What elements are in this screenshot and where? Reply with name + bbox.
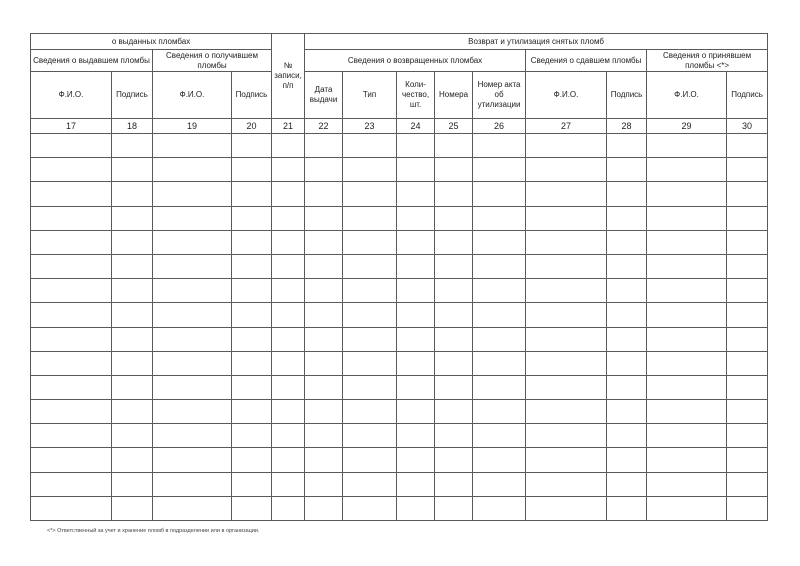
handed-signature-header: Подпись	[607, 72, 647, 119]
table-cell	[607, 254, 647, 278]
table-cell	[397, 375, 435, 399]
table-cell	[397, 327, 435, 351]
table-row	[31, 134, 768, 158]
numbers-header: Номера	[435, 72, 473, 119]
table-cell	[112, 496, 153, 520]
table-cell	[397, 206, 435, 230]
table-cell	[435, 496, 473, 520]
column-number: 17	[31, 119, 112, 134]
table-cell	[397, 303, 435, 327]
table-row	[31, 158, 768, 182]
table-cell	[272, 182, 305, 206]
quantity-header: Коли-чество, шт.	[397, 72, 435, 119]
table-cell	[112, 472, 153, 496]
table-cell	[272, 254, 305, 278]
accepted-signature-header: Подпись	[727, 72, 768, 119]
table-cell	[647, 496, 727, 520]
table-cell	[31, 448, 112, 472]
table-cell	[305, 158, 343, 182]
table-cell	[607, 158, 647, 182]
table-cell	[435, 424, 473, 448]
table-cell	[607, 279, 647, 303]
table-row	[31, 182, 768, 206]
table-cell	[647, 327, 727, 351]
table-cell	[727, 496, 768, 520]
table-cell	[607, 206, 647, 230]
table-cell	[526, 496, 607, 520]
table-cell	[232, 134, 272, 158]
accepted-fio-header: Ф.И.О.	[647, 72, 727, 119]
table-cell	[647, 448, 727, 472]
table-cell	[526, 448, 607, 472]
table-cell	[343, 496, 397, 520]
table-cell	[607, 400, 647, 424]
column-number: 26	[473, 119, 526, 134]
table-cell	[272, 424, 305, 448]
table-cell	[435, 230, 473, 254]
table-cell	[153, 424, 232, 448]
column-number: 27	[526, 119, 607, 134]
column-number: 19	[153, 119, 232, 134]
table-cell	[153, 327, 232, 351]
table-cell	[473, 279, 526, 303]
table-cell	[435, 303, 473, 327]
table-cell	[343, 254, 397, 278]
table-cell	[435, 327, 473, 351]
issued-seals-header: о выданных пломбах	[31, 34, 272, 50]
table-cell	[473, 375, 526, 399]
table-cell	[31, 134, 112, 158]
table-cell	[153, 182, 232, 206]
table-row	[31, 472, 768, 496]
table-cell	[435, 400, 473, 424]
table-row	[31, 448, 768, 472]
table-cell	[343, 327, 397, 351]
table-cell	[112, 230, 153, 254]
table-cell	[435, 472, 473, 496]
table-cell	[232, 496, 272, 520]
table-cell	[305, 448, 343, 472]
table-cell	[112, 158, 153, 182]
accepted-by-header: Сведения о принявшем пломбы <*>	[647, 50, 768, 72]
table-cell	[305, 351, 343, 375]
table-cell	[647, 206, 727, 230]
table-cell	[112, 351, 153, 375]
table-cell	[727, 327, 768, 351]
table-cell	[112, 448, 153, 472]
table-cell	[272, 134, 305, 158]
receiver-fio-header: Ф.И.О.	[153, 72, 232, 119]
column-number: 21	[272, 119, 305, 134]
table-cell	[232, 303, 272, 327]
table-cell	[232, 158, 272, 182]
table-cell	[31, 182, 112, 206]
table-cell	[153, 230, 232, 254]
table-row	[31, 206, 768, 230]
table-cell	[526, 472, 607, 496]
table-cell	[343, 182, 397, 206]
data-rows	[31, 134, 768, 521]
table-cell	[647, 182, 727, 206]
table-cell	[526, 158, 607, 182]
handed-fio-header: Ф.И.О.	[526, 72, 607, 119]
table-cell	[112, 303, 153, 327]
issuer-fio-header: Ф.И.О.	[31, 72, 112, 119]
table-cell	[305, 327, 343, 351]
table-cell	[435, 351, 473, 375]
table-cell	[526, 375, 607, 399]
table-cell	[526, 303, 607, 327]
table-cell	[272, 448, 305, 472]
table-cell	[526, 254, 607, 278]
table-cell	[232, 254, 272, 278]
table-cell	[153, 134, 232, 158]
table-cell	[397, 230, 435, 254]
column-number: 24	[397, 119, 435, 134]
table-cell	[647, 254, 727, 278]
table-cell	[112, 424, 153, 448]
table-cell	[153, 158, 232, 182]
table-cell	[305, 303, 343, 327]
table-cell	[272, 279, 305, 303]
table-cell	[343, 448, 397, 472]
table-cell	[435, 158, 473, 182]
table-cell	[232, 351, 272, 375]
table-cell	[727, 279, 768, 303]
table-cell	[473, 448, 526, 472]
table-cell	[232, 424, 272, 448]
table-cell	[31, 254, 112, 278]
table-cell	[31, 472, 112, 496]
table-cell	[31, 351, 112, 375]
table-cell	[305, 424, 343, 448]
column-number: 23	[343, 119, 397, 134]
table-cell	[607, 303, 647, 327]
column-number: 29	[647, 119, 727, 134]
table-cell	[305, 206, 343, 230]
table-cell	[112, 375, 153, 399]
table-cell	[153, 254, 232, 278]
table-cell	[727, 472, 768, 496]
table-cell	[343, 375, 397, 399]
table-cell	[343, 158, 397, 182]
table-cell	[272, 375, 305, 399]
table-cell	[727, 230, 768, 254]
table-cell	[607, 230, 647, 254]
table-cell	[397, 424, 435, 448]
table-cell	[343, 400, 397, 424]
table-cell	[305, 182, 343, 206]
table-cell	[435, 375, 473, 399]
table-cell	[727, 303, 768, 327]
table-cell	[647, 134, 727, 158]
table-cell	[272, 472, 305, 496]
table-cell	[305, 279, 343, 303]
act-number-header: Номер акта об утилизации	[473, 72, 526, 119]
table-cell	[435, 254, 473, 278]
table-cell	[526, 351, 607, 375]
returned-seals-header: Сведения о возвращенных пломбах	[305, 50, 526, 72]
table-cell	[343, 472, 397, 496]
table-cell	[31, 279, 112, 303]
column-number: 28	[607, 119, 647, 134]
table-cell	[397, 279, 435, 303]
table-cell	[272, 496, 305, 520]
seal-journal-table	[30, 33, 768, 521]
table-cell	[31, 400, 112, 424]
table-cell	[526, 230, 607, 254]
table-cell	[647, 351, 727, 375]
table-row	[31, 254, 768, 278]
table-cell	[607, 351, 647, 375]
table-cell	[232, 230, 272, 254]
table-cell	[526, 327, 607, 351]
table-cell	[343, 279, 397, 303]
table-cell	[435, 279, 473, 303]
table-cell	[727, 424, 768, 448]
column-number: 18	[112, 119, 153, 134]
table-cell	[397, 496, 435, 520]
return-utilization-header: Возврат и утилизация снятых пломб	[305, 34, 768, 50]
table-row	[31, 424, 768, 448]
table-cell	[526, 206, 607, 230]
table-cell	[153, 400, 232, 424]
table-cell	[153, 206, 232, 230]
table-cell	[272, 351, 305, 375]
table-cell	[31, 496, 112, 520]
table-cell	[232, 182, 272, 206]
table-cell	[343, 424, 397, 448]
table-cell	[473, 351, 526, 375]
table-cell	[305, 134, 343, 158]
table-cell	[727, 182, 768, 206]
table-cell	[435, 182, 473, 206]
type-header: Тип	[343, 72, 397, 119]
table-cell	[526, 400, 607, 424]
table-cell	[727, 158, 768, 182]
table-cell	[305, 496, 343, 520]
receiver-info-header: Сведения о получившем пломбы	[153, 50, 272, 72]
table-cell	[232, 400, 272, 424]
table-cell	[435, 134, 473, 158]
table-cell	[647, 472, 727, 496]
issue-date-header: Дата выдачи	[305, 72, 343, 119]
table-cell	[647, 303, 727, 327]
table-cell	[272, 206, 305, 230]
table-cell	[397, 158, 435, 182]
table-cell	[232, 375, 272, 399]
table-cell	[112, 254, 153, 278]
table-cell	[473, 327, 526, 351]
column-number: 22	[305, 119, 343, 134]
table-cell	[232, 327, 272, 351]
table-row	[31, 327, 768, 351]
table-cell	[727, 448, 768, 472]
handed-over-header: Сведения о сдавшем пломбы	[526, 50, 647, 72]
table-cell	[31, 230, 112, 254]
table-cell	[473, 254, 526, 278]
table-cell	[31, 158, 112, 182]
table-cell	[435, 206, 473, 230]
table-cell	[607, 424, 647, 448]
table-cell	[153, 375, 232, 399]
table-cell	[526, 182, 607, 206]
table-row	[31, 496, 768, 520]
table-cell	[232, 206, 272, 230]
table-cell	[397, 448, 435, 472]
table-cell	[153, 448, 232, 472]
table-cell	[473, 496, 526, 520]
table-cell	[397, 254, 435, 278]
table-cell	[112, 206, 153, 230]
table-cell	[473, 134, 526, 158]
table-cell	[343, 206, 397, 230]
table-cell	[397, 400, 435, 424]
table-cell	[607, 496, 647, 520]
issuer-info-header: Сведения о выдавшем пломбы	[31, 50, 153, 72]
table-cell	[397, 472, 435, 496]
table-cell	[473, 206, 526, 230]
table-cell	[473, 472, 526, 496]
table-cell	[112, 400, 153, 424]
table-cell	[727, 134, 768, 158]
table-cell	[473, 230, 526, 254]
table-cell	[31, 375, 112, 399]
table-cell	[153, 472, 232, 496]
table-cell	[305, 375, 343, 399]
table-cell	[112, 134, 153, 158]
table-cell	[232, 279, 272, 303]
table-cell	[272, 230, 305, 254]
table-cell	[647, 400, 727, 424]
table-cell	[397, 351, 435, 375]
table-cell	[607, 375, 647, 399]
table-cell	[305, 400, 343, 424]
table-cell	[153, 496, 232, 520]
table-cell	[607, 472, 647, 496]
table-cell	[727, 400, 768, 424]
table-cell	[112, 327, 153, 351]
table-cell	[272, 158, 305, 182]
table-cell	[343, 134, 397, 158]
table-cell	[31, 303, 112, 327]
table-cell	[647, 424, 727, 448]
table-cell	[112, 182, 153, 206]
table-row	[31, 400, 768, 424]
table-cell	[607, 448, 647, 472]
column-number: 20	[232, 119, 272, 134]
table-cell	[232, 448, 272, 472]
table-cell	[647, 158, 727, 182]
table-cell	[31, 206, 112, 230]
table-cell	[473, 400, 526, 424]
column-number: 30	[727, 119, 768, 134]
table-row	[31, 351, 768, 375]
table-cell	[607, 134, 647, 158]
table-cell	[305, 472, 343, 496]
table-cell	[305, 230, 343, 254]
table-cell	[473, 424, 526, 448]
table-cell	[727, 375, 768, 399]
table-cell	[435, 448, 473, 472]
table-row	[31, 375, 768, 399]
table-cell	[526, 424, 607, 448]
table-cell	[343, 230, 397, 254]
table-cell	[647, 230, 727, 254]
table-cell	[397, 134, 435, 158]
record-number-header: № записи, п/п	[272, 34, 305, 119]
table-cell	[153, 303, 232, 327]
table-cell	[31, 327, 112, 351]
table-cell	[232, 472, 272, 496]
table-cell	[343, 351, 397, 375]
table-cell	[473, 158, 526, 182]
table-cell	[727, 206, 768, 230]
table-cell	[397, 182, 435, 206]
table-row	[31, 303, 768, 327]
table-cell	[727, 254, 768, 278]
table-cell	[607, 182, 647, 206]
table-cell	[473, 182, 526, 206]
table-row	[31, 279, 768, 303]
table-cell	[526, 279, 607, 303]
table-cell	[647, 375, 727, 399]
table-row	[31, 230, 768, 254]
table-cell	[343, 303, 397, 327]
receiver-signature-header: Подпись	[232, 72, 272, 119]
table-cell	[607, 327, 647, 351]
footnote: <*> Ответственный за учет и хранение пломб в подразделении или в организации.	[47, 528, 260, 534]
table-cell	[526, 134, 607, 158]
table-cell	[31, 424, 112, 448]
table-cell	[153, 279, 232, 303]
table-cell	[272, 400, 305, 424]
table-cell	[272, 327, 305, 351]
table-cell	[112, 279, 153, 303]
table-cell	[473, 303, 526, 327]
table-cell	[647, 279, 727, 303]
table-cell	[153, 351, 232, 375]
table-cell	[272, 303, 305, 327]
table-cell	[727, 351, 768, 375]
column-number: 25	[435, 119, 473, 134]
issuer-signature-header: Подпись	[112, 72, 153, 119]
journal-sheet	[30, 33, 767, 521]
table-cell	[305, 254, 343, 278]
